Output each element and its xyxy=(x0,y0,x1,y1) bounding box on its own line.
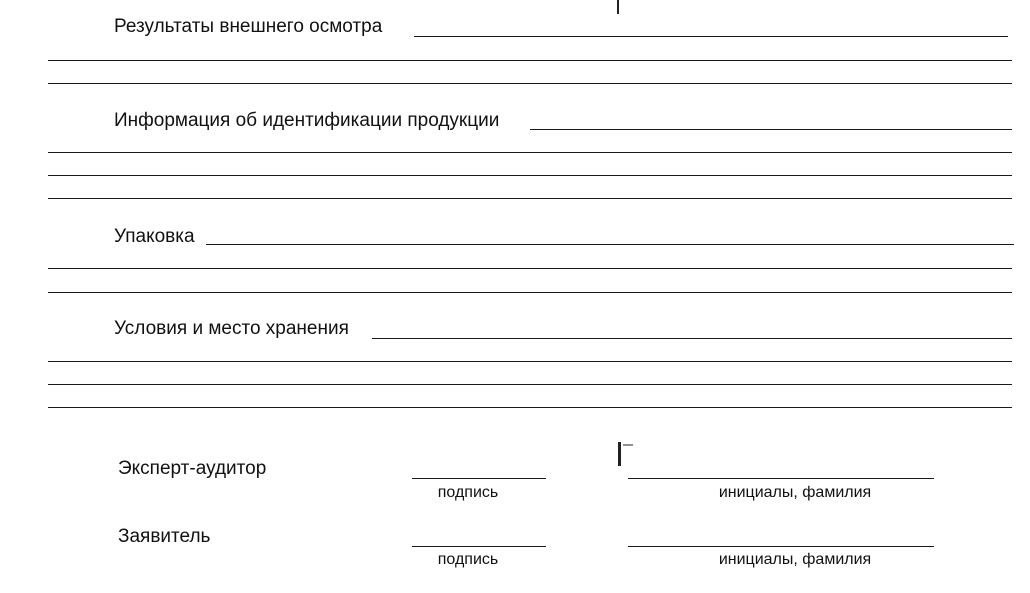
signature-role-applicant: Заявитель xyxy=(118,526,211,547)
fill-line[interactable] xyxy=(372,338,1012,339)
signature-line[interactable] xyxy=(412,546,546,547)
signature-caption: подпись xyxy=(437,551,499,568)
name-caption: инициалы, фамилия xyxy=(718,551,872,568)
scan-mark xyxy=(618,442,621,466)
fill-line[interactable] xyxy=(48,268,1012,269)
name-line[interactable] xyxy=(628,546,934,547)
signature-role-expert: Эксперт-аудитор xyxy=(118,458,267,479)
fill-line[interactable] xyxy=(48,407,1012,408)
fill-line[interactable] xyxy=(48,292,1012,293)
fill-line[interactable] xyxy=(48,60,1012,61)
fill-line[interactable] xyxy=(48,384,1012,385)
section-label-inspection: Результаты внешнего осмотра xyxy=(114,16,383,37)
fill-line[interactable] xyxy=(414,36,1008,37)
fill-line[interactable] xyxy=(48,175,1012,176)
fill-line[interactable] xyxy=(530,129,1012,130)
section-label-identification: Информация об идентификации продукции xyxy=(114,110,500,131)
fill-line[interactable] xyxy=(48,198,1012,199)
name-line[interactable] xyxy=(628,478,934,479)
scan-mark xyxy=(623,444,633,446)
fill-line[interactable] xyxy=(48,361,1012,362)
signature-line[interactable] xyxy=(412,478,546,479)
fill-line[interactable] xyxy=(48,152,1012,153)
section-label-packaging: Упаковка xyxy=(114,226,195,247)
scan-mark xyxy=(617,0,619,14)
fill-line[interactable] xyxy=(206,244,1014,245)
name-caption: инициалы, фамилия xyxy=(718,484,872,501)
section-label-storage: Условия и место хранения xyxy=(114,318,349,339)
fill-line[interactable] xyxy=(48,83,1012,84)
signature-caption: подпись xyxy=(437,484,499,501)
